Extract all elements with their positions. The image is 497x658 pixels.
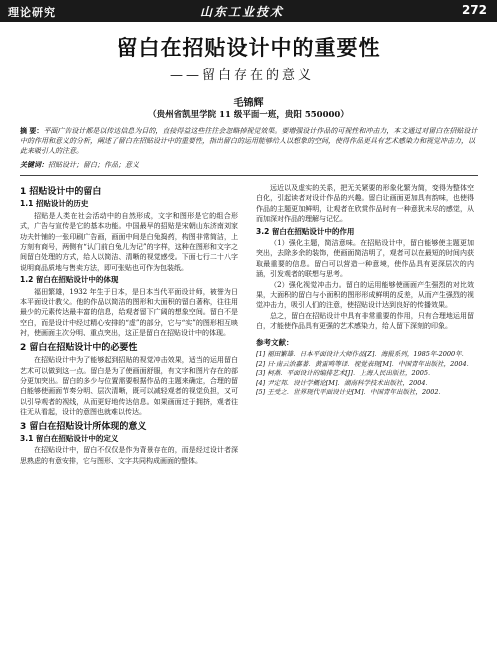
abstract-text: 平面广告设计都是以传达信息为目的，直接得益这些往往会忽略掉视觉效果。要增强设计作品的可视性和冲击力，本文通过对留白在招贴设计中的作用和意义的分析，阐述了留白在招贴设计中的重要性，指出留白的运用能够给人以想象的空间，使得作品更具有艺术感染力和视觉冲击力，以此来吸引人的注意。: [20, 127, 478, 155]
section-heading: 2 留白在招贴设计中的必要性: [20, 342, 138, 353]
left-column: [20, 183, 238, 466]
paragraph: 总之，留白在招贴设计中具有非常重要的作用，只有合理地运用留白，才能使作品具有更强的艺术感染力，给人留下深刻的印象。: [256, 311, 474, 331]
keywords-label: 关键词：: [20, 160, 48, 169]
paragraph: （1）强化主题，简洁意味。在招贴设计中，留白能够使主题更加突出，去除多余的装饰，使画面简洁明了，观者可以在最短的时间内获取最重要的信息。留白可以营造一种意境，使作品具有更深层次的内涵，引发观者的联想与思考。: [256, 239, 474, 279]
article-title: 留白在招贴设计中的重要性: [116, 36, 381, 60]
author-affiliation: （贵州省凯里学院 11 级平面一班，贵阳 550000）: [148, 110, 349, 120]
section-label: 理论研究: [8, 6, 56, 19]
paragraph: 在招贴设计中为了能够起到招贴的视觉冲击效果，适当的运用留白艺术可以做到这一点。留白是为了使画面舒服，有文字和图片存在的部分更加突出。留白的多少与位置需要根据作品的主题来确定，合理的留白能够使画面节奏分明、层次清晰，既可以减轻观者的视觉负担，又可以引导观者的视线，从而更好地传达信息。如果画面过于拥挤，观者往往无从看起，设计的意图也就难以传达。: [20, 356, 238, 417]
reference-item: [2] 日·南云治嘉著．黄雷鸣等译．视觉表现[M]．中国青年出版社，2004．: [256, 359, 474, 368]
references-list: [256, 350, 474, 398]
journal-name: 山东工业技术: [200, 5, 285, 19]
journal-header: [0, 0, 497, 22]
paragraph: 在招贴设计中，留白不仅仅是作为背景存在的，而是经过设计者深思熟虑的有意安排，它与图形、文字共同构成画面的整体。: [20, 446, 238, 465]
references-title: 参考文献：: [256, 337, 294, 347]
reference-item: [3] 柯燕．平面设计的编排艺术[J]．上海人民出版社，2005．: [256, 369, 435, 378]
subsection-heading: 1.2 留白在招贴设计中的体现: [20, 275, 119, 285]
paragraph: 远近以及虚实的关系，把无关紧要的形象化繁为简，变得为整体空白化，引起读者对设计作品的兴趣。留白让画面更加具有韵味，也使得作品的主题更加鲜明，让观者在欣赏作品时有一种意犹未尽的感觉，从而加深对作品的理解与记忆。: [256, 184, 474, 224]
section-heading: 1 招贴设计中的留白: [20, 187, 102, 197]
paragraph: 招贴是人类在社会活动中的自然形成，文字和图形是它的组合形式，广告与宣传是它的基本功能。中国最早的招贴是宋朝山东济南刘家功夫针铺的一张印刷广告画，画面中间是白兔捣药，构图非常简洁，上方刻有商号，两侧有“认门前白兔儿为记”的字样，这种在图形和文字之间留白处理的方式，给人以简洁、清晰的视觉感受。下面七行二十八字说明商品质地与售卖方法，即可张贴也可作为包装纸。: [20, 211, 238, 272]
page-number: 272: [461, 3, 487, 17]
abstract-label: 摘 要：: [20, 126, 44, 135]
keywords: [20, 160, 480, 170]
right-column-body: [256, 183, 474, 332]
subsection-heading: 3.1 留白在招贴设计中的定义: [20, 433, 119, 443]
paragraph: （2）强化视觉冲击力。留白的运用能够使画面产生强烈的对比效果，大面积的留白与小面积的图形形成鲜明的反差，从而产生强烈的视觉冲击力，吸引人们的注意，使招贴设计达到良好的传播效果。: [256, 280, 474, 310]
keywords-text: 招贴设计；留白；作品；意义: [48, 161, 139, 169]
article-subtitle: ——留白存在的意义: [170, 68, 315, 83]
reference-item: [4] 尹定邦．设计学概论[M]．湖南科学技术出版社，2004．: [256, 378, 433, 387]
right-column: [256, 183, 474, 398]
reference-item: [5] 王受之．世界现代平面设计史[M]．中国青年出版社，2002．: [256, 388, 446, 397]
subsection-heading: 3.2 留白在招贴设计中的作用: [256, 226, 355, 236]
paragraph: 福田繁雄，1932 年生于日本，是日本当代平面设计师，被誉为日本平面设计教父。他的作品以简洁的图形和大面积的留白著称，往往用最少的元素传达最丰富的信息，给观者留下广阔的想象空间。留白不是空白，而是设计中经过精心安排的“虚”的部分，它与“实”的图形相互映衬，使画面主次分明、重点突出，这正是留白在招贴设计中的体现。: [20, 287, 238, 338]
author-name: 毛锦辉: [233, 98, 264, 109]
abstract: [20, 126, 480, 156]
divider: [20, 175, 478, 176]
subsection-heading: 1.1 招贴设计的历史: [20, 199, 89, 209]
section-heading: 3 留白在招贴设计所体现的意义: [20, 421, 147, 432]
reference-item: [1] 福田繁雄．日本平面设计大师作品[Z]．海报系列，1985年-2000年．: [256, 350, 469, 359]
